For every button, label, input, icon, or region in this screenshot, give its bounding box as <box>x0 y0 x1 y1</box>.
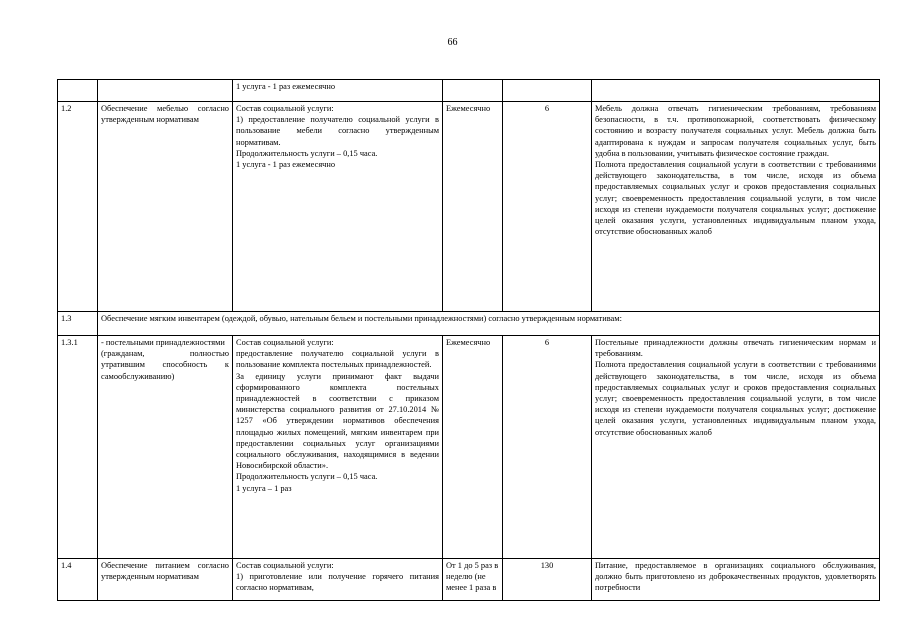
service-period: Ежемесячно <box>443 336 503 559</box>
section-heading: Обеспечение мягким инвентарем (одеждой, обувью, нательным бельем и постельными принадлежностями) согласно утвержденным нормативам: <box>98 312 880 336</box>
service-quality: Мебель должна отвечать гигиеническим требованиям, требованиям безопасности, в т.ч. противопожарной, соответствовать физическому состоянию и возрасту получателя социальных услуг. Мебель должна быть адаптирована к нуждам и запросам получателя социальных услуг, быть удобна в пользовании, учитывать физическое состояние граждан. Полнота предоставления социальной услуги в соответствии с требованиями действующего законодательства, в том числе, исходя из объема предоставляемых социальных услуг и сроков предоставления социальных услуг; своевременность предоставления социальной услуги, в том числе исходя из степени нуждаемости получателя социальных услуг; достижение целей оказания услуги, установленных индивидуальным планом ухода, отсутствие обоснованных жалоб <box>592 102 880 312</box>
service-period: От 1 до 5 раз в неделю (не менее 1 раза в <box>443 559 503 601</box>
service-name: Обеспечение питанием согласно утвержденным нормативам <box>98 559 233 601</box>
table-row <box>58 102 880 312</box>
service-count: 6 <box>503 336 592 559</box>
service-description: Состав социальной услуги: предоставление получателю социальной услуги в пользование комплекта постельных принадлежностей. За единицу услуги принимают факт выдачи сформированного комплекта постельных принадлежностей в соответствии с приказом министерства социального развития от 27.10.2014 № 1257 «Об утверждении нормативов обеспечения площадью жилых помещений, мягким инвентарем при предоставлении социальных услуг организациями социального обслуживания, находящимися в ведении Новосибирской области». Продолжительность услуги – 0,15 часа. 1 услуга – 1 раз <box>233 336 443 559</box>
service-count: 6 <box>503 102 592 312</box>
table-row <box>58 80 880 102</box>
service-quality: Постельные принадлежности должны отвечать гигиеническим нормам и требованиям. Полнота предоставления социальной услуги в соответствии с требованиями действующего законодательства, в том числе, исходя из объема предоставляемых социальных услуг и сроков предоставления социальных услуг; своевременность предоставления социальной услуги, в том числе исходя из степени нуждаемости получателя социальных услуг; достижение целей оказания услуги, установленных индивидуальным планом ухода, отсутствие обоснованных жалоб <box>592 336 880 559</box>
table-row <box>58 336 880 559</box>
table-row <box>58 312 880 336</box>
service-quality: Питание, предоставляемое в организациях социального обслуживания, должно быть приготовлено из доброкачественных продуктов, удовлетворять потребности <box>592 559 880 601</box>
services-table <box>57 79 880 601</box>
service-count: 130 <box>503 559 592 601</box>
service-name: Обеспечение мебелью согласно утвержденным нормативам <box>98 102 233 312</box>
row-number: 1.3.1 <box>58 336 98 559</box>
row-number: 1.4 <box>58 559 98 601</box>
row-number: 1.2 <box>58 102 98 312</box>
page-number: 66 <box>447 37 458 48</box>
service-period: Ежемесячно <box>443 102 503 312</box>
row-number: 1.3 <box>58 312 98 336</box>
service-description: 1 услуга - 1 раз ежемесячно <box>233 80 443 102</box>
service-description: Состав социальной услуги: 1) приготовление или получение горячего питания согласно нормативам, <box>233 559 443 601</box>
service-description: Состав социальной услуги: 1) предоставление получателю социальной услуги в пользование мебели согласно утвержденным нормативам. Продолжительность услуги – 0,15 часа. 1 услуга - 1 раз ежемесячно <box>233 102 443 312</box>
table-row <box>58 559 880 601</box>
service-name: - постельными принадлежностями (гражданам, полностью утратившим способность к самообслуживанию) <box>98 336 233 559</box>
